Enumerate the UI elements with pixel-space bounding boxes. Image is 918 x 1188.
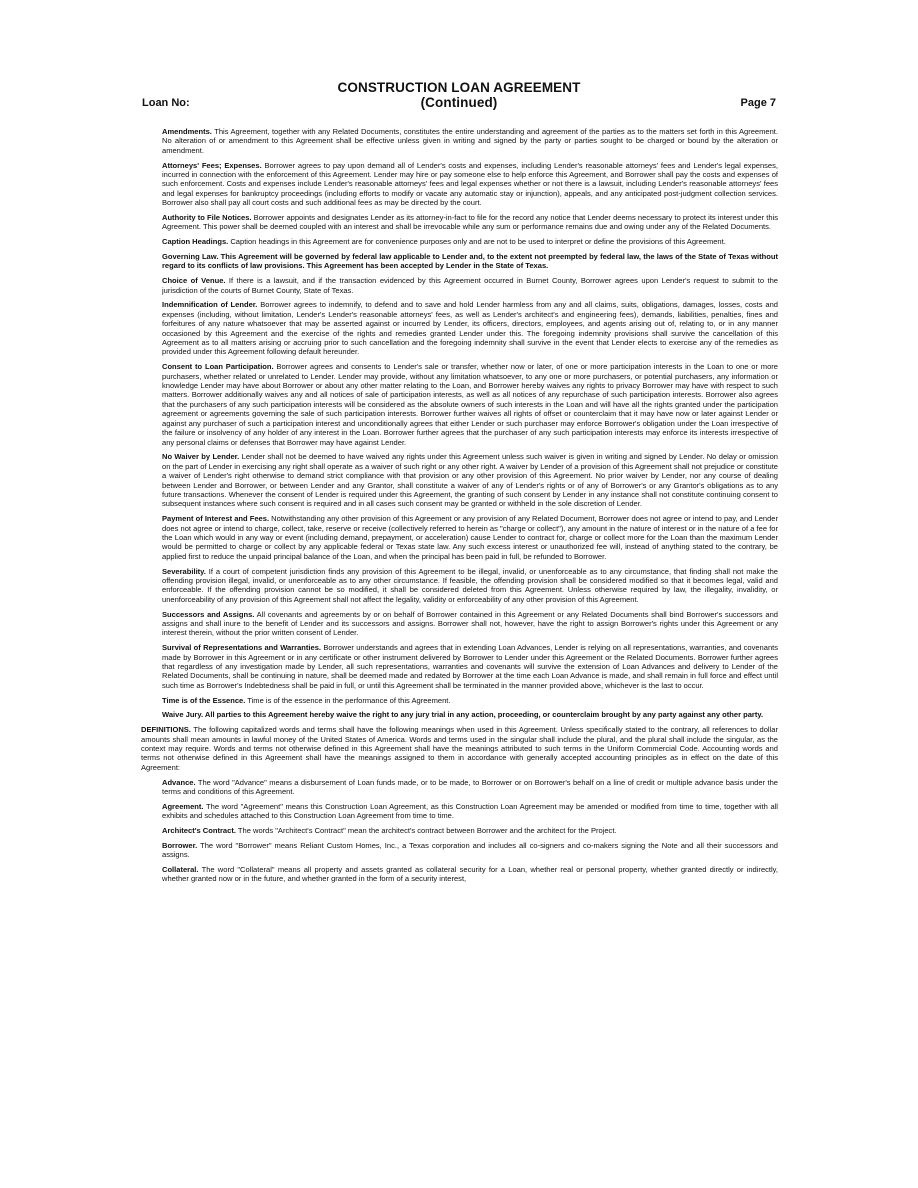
section-text: Time is of the essence in the performance of this Agreement.	[245, 695, 451, 705]
agreement-section	[162, 252, 778, 271]
section-heading: Advance.	[162, 777, 196, 787]
section-heading: Architect's Contract.	[162, 826, 236, 836]
section-text: If there is a lawsuit, and if the transaction evidenced by this Agreement occurred in Burnet County, Borrower agrees upon Lender's request to submit to the jurisdiction of the courts of Burnet County, State of Texas.	[162, 276, 778, 295]
definition-item	[162, 865, 778, 884]
section-text: The words "Architect's Contract" mean the architect's contract between Borrower and the architect for the Project.	[235, 826, 617, 836]
section-heading: Survival of Representations and Warranties.	[162, 643, 322, 653]
section-heading: Authority to File Notices.	[162, 213, 252, 223]
agreement-section	[162, 213, 778, 232]
definitions-intro	[141, 725, 778, 772]
agreement-section	[162, 362, 778, 447]
section-heading: Choice of Venue.	[162, 276, 226, 286]
agreement-section	[162, 610, 778, 638]
section-text: The word "Agreement" means this Construction Loan Agreement, as this Construction Loan Agreement may be amended or modified from time to time, together with all exhibits and schedules attached to this Construction Loan Agreement from time to time.	[162, 801, 778, 821]
section-text: If a court of competent jurisdiction finds any provision of this Agreement to be illegal, invalid, or unenforceable as to any circumstance, that finding shall not make the offending provision illegal, invalid, or unenforceable as to any other circumstance. If feasible, the offending provision shall be considered modified so that it becomes legal, valid and enforceable. If the offending provision cannot be so modified, it shall be considered deleted from this Agreement. Unless otherwise required by law, the illegality, invalidity, or unenforceability of any provision of this Agreement shall not affect the legality, validity or enforceability of any other provision of this Agreement.	[162, 566, 778, 604]
section-text: Caption headings in this Agreement are for convenience purposes only and are not to be used to interpret or define the provisions of this Agreement.	[228, 237, 726, 247]
section-text: This Agreement will be governed by federal law applicable to Lender and, to the extent not preempted by federal law, the laws of the State of Texas without regard to its conflicts of law provisions. This Agreement has been accepted by Lender in the State of Texas.	[162, 252, 778, 271]
section-text: Notwithstanding any other provision of this Agreement or any provision of any Related Document, Borrower does not agree or intend to pay, and Lender does not agree or intend to charge, collect, take, reserve or receive (collectively referred to herein as "charge or collect"), any amount in the nature of interest or in the nature of a fee for the Loan which would in any way or event (including demand, prepayment, or acceleration) cause Lender to contract for, charge or collect more for the Loan than the maximum Lender would be permitted to charge or collect by any applicable federal or Texas state law. Any such excess interest or unauthorized fee will, instead of anything stated to the contrary, be applied first to reduce the unpaid principal balance of the Loan, and when the principal has been paid in full, be refunded to Borrower.	[162, 514, 778, 561]
section-heading: Time is of the Essence.	[162, 695, 246, 705]
section-text: Borrower agrees and consents to Lender's sale or transfer, whether now or later, of one or more participation interests in the Loan to one or more purchasers, whether related or unrelated to Lender. Lender may provide, without any limitation whatsoever, to any one or more purchasers, or potential purchasers, any information or knowledge Lender may have about Borrower or about any other matter relating to the Loan, and Borrower hereby waives any rights to privacy Borrower may have with respect to such matters. Borrower additionally waives any and all notices of sale of participation interests, as well as all notices of any repurchase of such participation interests. Borrower also agrees that the purchasers of any such participation interests will be considered as the absolute owners of such interests in the Loan and will have all the rights granted under the participation agreement or agreements governing the sale of such participation interests. Borrower further waives all rights of offset or counterclaim that it may have now or later against Lender or against any purchaser of such a participation interest and unconditionally agrees that either Lender or such purchaser may enforce Borrower's obligation under the Loan irrespective of the failure or insolvency of any holder of any interest in the Loan. Borrower further agrees that the purchaser of any such participation interests may enforce its interests irrespective of any personal claims or defenses that Borrower may have against Lender.	[162, 362, 778, 447]
section-heading: Successors and Assigns.	[162, 609, 255, 619]
section-heading: Governing Law.	[162, 252, 219, 262]
document-title: CONSTRUCTION LOAN AGREEMENT	[337, 80, 581, 95]
definition-item	[162, 841, 778, 860]
definition-item	[162, 802, 778, 821]
section-heading: DEFINITIONS.	[141, 725, 191, 735]
section-heading: Consent to Loan Participation.	[162, 362, 274, 372]
section-heading: Severability.	[162, 566, 206, 576]
section-text: The following capitalized words and terms shall have the following meanings when used in this Agreement. Unless specifically stated to the contrary, all references to dollar amounts shall mean amounts in lawful money of the United States of America. Words and terms used in the singular shall include the plural, and the plural shall include the singular, as the context may require. Words and terms not otherwise defined in this Agreement shall have the meanings attributed to such terms in the Uniform Commercial Code. Accounting words and terms not otherwise defined in this Agreement shall have the meanings assigned to them in accordance with generally accepted accounting principles as in effect on the date of this Agreement:	[141, 725, 778, 772]
section-text: Borrower understands and agrees that in extending Loan Advances, Lender is relying on all representations, warranties, and covenants made by Borrower in this Agreement or in any certificate or other instrument delivered by Borrower to Lender under this Agreement or the Related Documents. Borrower further agrees that regardless of any investigation made by Lender, all such representations, warranties and covenants will survive the extension of Loan Advances and delivery to Lender of the Related Documents, shall be continuing in nature, shall be deemed made and redated by Borrower at the time each Loan Advance is made, and shall remain in full force and effect until such time as Borrower's Indebtedness shall be paid in full, or until this Agreement shall be terminated in the manner provided above, whichever is the last to occur.	[162, 643, 779, 690]
section-text: The word "Borrower" means Reliant Custom Homes, Inc., a Texas corporation and includes all co-signers and co-makers signing the Note and all their successors and assigns.	[162, 840, 778, 860]
agreement-section	[162, 643, 778, 690]
section-text: This Agreement, together with any Related Documents, constitutes the entire understanding and agreement of the parties as to the matters set forth in this Agreement. No alteration of or amendment to this Agreement shall be effective unless given in writing and signed by the party or parties sought to be charged or bound by the alteration or amendment.	[162, 127, 778, 155]
section-heading: Borrower.	[162, 840, 198, 850]
agreement-section	[162, 276, 778, 295]
agreement-section	[162, 710, 778, 719]
section-text: Borrower agrees to indemnify, to defend and to save and hold Lender harmless from any and all claims, suits, obligations, damages, losses, costs and expenses (including, without limitation, Lender's Lender's reasonable attorneys' fees, as well as Lender's architect's and engineering fees), demands, liabilities, penalties, fines and forfeitures of any nature whatsoever that may be asserted against or incurred by Lender, its officers, directors, employees, and agents arising out of, relating to, or in any manner occasioned by this Agreement and the exercise of the rights and remedies granted Lender under this. The foregoing indemnity provisions shall survive the cancellation of this Agreement as to all matters arising or accruing prior to such cancellation and the foregoing indemnity shall survive in the event that Lender elects to exercise any of the remedies as provided under this Agreement following default hereunder.	[162, 300, 778, 357]
section-text: All covenants and agreements by or on behalf of Borrower contained in this Agreement or any Related Documents shall bind Borrower's successors and assigns and shall inure to the benefit of Lender and its successors and assigns. Borrower shall not, however, have the right to assign Borrower's rights under this Agreement or any interest therein, without the prior written consent of Lender.	[162, 609, 778, 638]
definition-item	[162, 826, 778, 835]
agreement-section	[162, 127, 778, 155]
section-heading: Caption Headings.	[162, 237, 229, 247]
agreement-section	[162, 161, 778, 208]
agreement-section	[162, 514, 778, 561]
agreement-section	[162, 696, 778, 705]
section-text: All parties to this Agreement hereby waive the right to any jury trial in any action, proceeding, or counterclaim brought by any party against any other party.	[203, 710, 764, 720]
section-text: Borrower agrees to pay upon demand all of Lender's costs and expenses, including Lender's reasonable attorneys' fees and Lender's legal expenses, incurred in connection with the enforcement of this Agreement. Lender may hire or pay someone else to help enforce this Agreement, and Borrower shall pay the costs and expenses of such enforcement. Costs and expenses include Lender's reasonable attorneys' fees and legal expenses whether or not there is a lawsuit, including Lender's reasonable attorneys' fees and legal expenses for bankruptcy proceedings (including efforts to modify or vacate any automatic stay or injunction), appeals, and any anticipated post-judgment collection services. Borrower also shall pay all court costs and such additional fees as may be directed by the court.	[162, 160, 778, 208]
agreement-section	[162, 567, 778, 605]
section-heading: Waive Jury.	[162, 710, 204, 720]
section-heading: Indemnification of Lender.	[162, 300, 258, 310]
section-heading: Attorneys' Fees; Expenses.	[162, 160, 262, 170]
loan-number-label: Loan No:	[142, 97, 190, 109]
section-heading: Payment of Interest and Fees.	[162, 514, 270, 524]
section-heading: Amendments.	[162, 127, 212, 136]
section-text: The word "Advance" means a disbursement of Loan funds made, or to be made, to Borrower or on Borrower's behalf on a line of credit or multiple advance basis under the terms and conditions of this Agreement.	[162, 777, 778, 797]
definition-item	[162, 778, 778, 797]
agreement-section	[162, 237, 778, 246]
document-subtitle: (Continued)	[420, 95, 498, 110]
agreement-section	[162, 452, 778, 508]
page-number: Page 7	[740, 97, 776, 109]
section-text: Borrower appoints and designates Lender as its attorney-in-fact to file for the record any notice that Lender deems necessary to protect its interest under this Agreement. This power shall be deemed coupled with an interest and shall be irrevocable while any sum or performance remains due and owing under any of the Related Documents.	[162, 213, 778, 232]
section-heading: No Waiver by Lender.	[162, 452, 240, 462]
section-text: The word "Collateral" means all property and assets granted as collateral security for a Loan, whether real or personal property, whether granted directly or indirectly, whether granted now or in the future, and whether granted in the form of a security interest,	[162, 865, 778, 884]
section-heading: Agreement.	[162, 801, 204, 811]
section-heading: Collateral.	[162, 865, 199, 875]
agreement-section	[162, 300, 778, 356]
section-text: Lender shall not be deemed to have waived any rights under this Agreement unless such waiver is given in writing and signed by Lender. No delay or omission on the part of Lender in exercising any right shall operate as a waiver of such right or any other right. A waiver by Lender of a provision of this Agreement shall not prejudice or constitute a waiver of Lender's right otherwise to demand strict compliance with that provision or any other provision of this Agreement. No prior waiver by Lender, nor any course of dealing between Lender and Borrower, or between Lender and any Grantor, shall constitute a waiver of any of Lender's rights or of any of Borrower's or any Grantor's obligations as to any future transactions. Whenever the consent of Lender is required under this Agreement, the granting of such consent by Lender in any instance shall not constitute continuing consent to subsequent instances where such consent is required and in all cases such consent may be granted or withheld in the sole discretion of Lender.	[162, 452, 779, 509]
document-body	[141, 127, 778, 889]
